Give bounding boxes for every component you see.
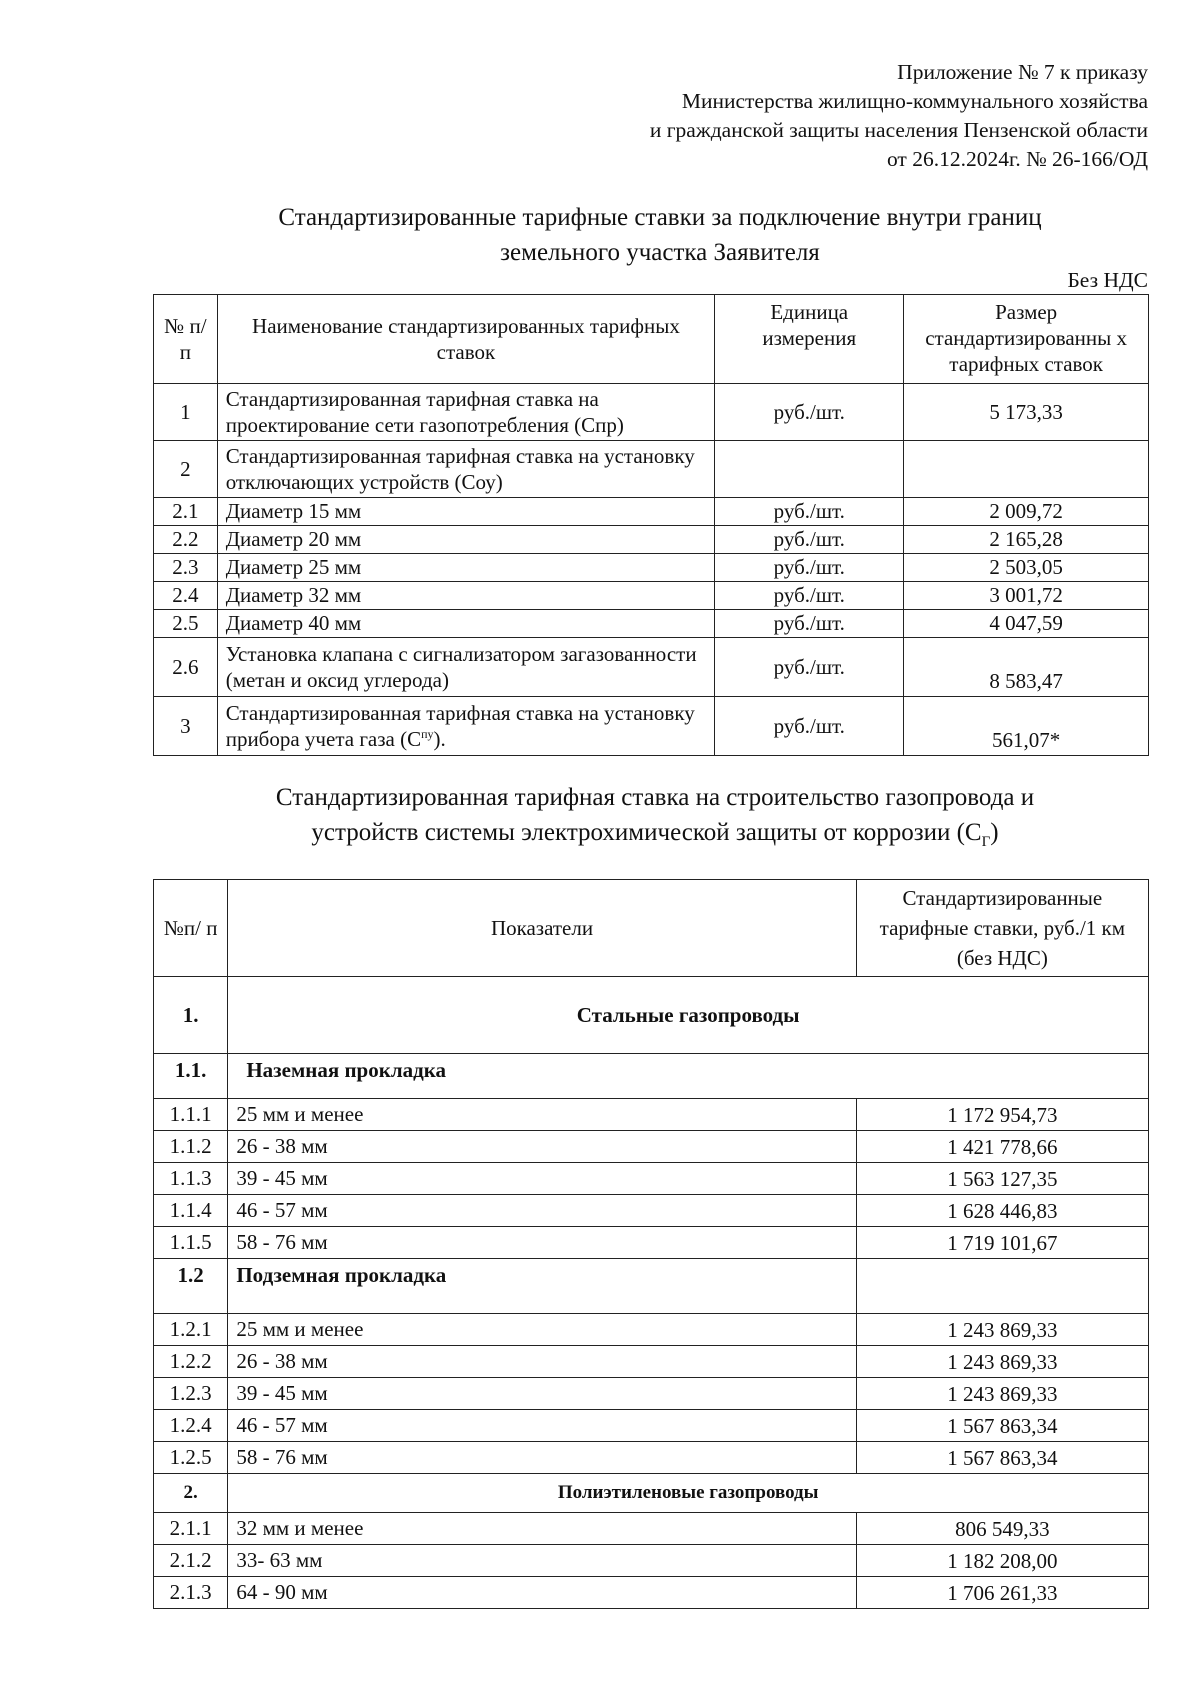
row-value: 1 563 127,35 bbox=[856, 1163, 1148, 1195]
row-value: 1 567 863,34 bbox=[856, 1410, 1148, 1442]
row-name: Диаметр 25 мм bbox=[217, 554, 715, 582]
row-name: 58 - 76 мм bbox=[228, 1442, 856, 1474]
row-num: 2.1.3 bbox=[154, 1577, 228, 1609]
row-num: 1 bbox=[154, 384, 218, 441]
row-name: 39 - 45 мм bbox=[228, 1163, 856, 1195]
row-value: 1 706 261,33 bbox=[856, 1577, 1148, 1609]
row-num: 1.2.5 bbox=[154, 1442, 228, 1474]
table-row bbox=[154, 1099, 1149, 1131]
table2-title-subscript: Г bbox=[981, 834, 991, 850]
row-num: 2.6 bbox=[154, 638, 218, 697]
header-unit: Единица измерения bbox=[715, 295, 904, 384]
row-unit: руб./шт. bbox=[715, 697, 904, 756]
table-row bbox=[154, 1577, 1149, 1609]
table2-title bbox=[110, 780, 1200, 850]
row-name: 32 мм и менее bbox=[228, 1513, 856, 1545]
table-row bbox=[154, 441, 1149, 498]
row-value: 561,07* bbox=[904, 697, 1149, 756]
table-row bbox=[154, 554, 1149, 582]
row-value: 1 182 208,00 bbox=[856, 1545, 1148, 1577]
row-name: Диаметр 40 мм bbox=[217, 610, 715, 638]
row-name: 46 - 57 мм bbox=[228, 1410, 856, 1442]
table-row bbox=[154, 498, 1149, 526]
header-num: №п/ п bbox=[154, 880, 228, 977]
row-name: Установка клапана с сигнализатором загазованности (метан и оксид углерода) bbox=[217, 638, 715, 697]
table-row bbox=[154, 1163, 1149, 1195]
table1-title-line: Стандартизированные тарифные ставки за подключение внутри границ bbox=[278, 204, 1042, 231]
table-row bbox=[154, 582, 1149, 610]
appendix-header bbox=[650, 58, 1148, 174]
subsection-label: Наземная прокладка bbox=[228, 1054, 1149, 1099]
table1-title bbox=[130, 200, 1190, 270]
row-name: Стандартизированная тарифная ставка на проектирование сети газопотребления (Спр) bbox=[217, 384, 715, 441]
table2-title-line: Стандартизированная тарифная ставка на строительство газопровода и bbox=[275, 784, 1035, 811]
appendix-line: и гражданской защиты населения Пензенской области bbox=[649, 118, 1148, 142]
section-label: Стальные газопроводы bbox=[228, 977, 1149, 1054]
row-name-text: Стандартизированная тарифная ставка на установку прибора учета газа (С bbox=[225, 701, 695, 751]
table-row bbox=[154, 1410, 1149, 1442]
row-name: Диаметр 15 мм bbox=[217, 498, 715, 526]
section-num: 1. bbox=[154, 977, 228, 1054]
table-row bbox=[154, 526, 1149, 554]
row-num: 1.1.5 bbox=[154, 1227, 228, 1259]
row-name: 64 - 90 мм bbox=[228, 1577, 856, 1609]
table-row bbox=[154, 1545, 1149, 1577]
row-name: Диаметр 32 мм bbox=[217, 582, 715, 610]
row-value: 5 173,33 bbox=[904, 384, 1149, 441]
table-header-row bbox=[154, 880, 1149, 977]
row-num: 2.3 bbox=[154, 554, 218, 582]
row-value: 1 567 863,34 bbox=[856, 1442, 1148, 1474]
section-row bbox=[154, 977, 1149, 1054]
row-num: 2.4 bbox=[154, 582, 218, 610]
subsection-value-empty bbox=[856, 1259, 1148, 1314]
table2-title-text: устройств системы электрохимической защиты от коррозии (С bbox=[311, 819, 982, 846]
section-num: 2. bbox=[154, 1474, 228, 1513]
row-value: 1 243 869,33 bbox=[856, 1378, 1148, 1410]
row-value: 1 172 954,73 bbox=[856, 1099, 1148, 1131]
header-num: № п/п bbox=[154, 295, 218, 384]
row-unit: руб./шт. bbox=[715, 582, 904, 610]
row-value: 1 421 778,66 bbox=[856, 1131, 1148, 1163]
header-value: Стандартизированные тарифные ставки, руб./1 км (без НДС) bbox=[856, 880, 1148, 977]
row-num: 1.2.1 bbox=[154, 1314, 228, 1346]
row-num: 2.5 bbox=[154, 610, 218, 638]
row-unit: руб./шт. bbox=[715, 526, 904, 554]
subsection-num: 1.1. bbox=[154, 1054, 228, 1099]
row-name: 39 - 45 мм bbox=[228, 1378, 856, 1410]
table2-title-line bbox=[110, 815, 1200, 850]
row-num: 1.1.2 bbox=[154, 1131, 228, 1163]
row-name: Стандартизированная тарифная ставка на установку отключающих устройств (Соу) bbox=[217, 441, 715, 498]
table-row bbox=[154, 1513, 1149, 1545]
row-value: 2 165,28 bbox=[904, 526, 1149, 554]
row-unit: руб./шт. bbox=[715, 554, 904, 582]
appendix-line: от 26.12.2024г. № 26-166/ОД bbox=[886, 147, 1148, 171]
connection-rates-table bbox=[153, 294, 1149, 756]
appendix-line: Приложение № 7 к приказу bbox=[897, 60, 1148, 84]
table2-title-tail: ) bbox=[990, 819, 999, 846]
row-num: 1.2.3 bbox=[154, 1378, 228, 1410]
subsection-row bbox=[154, 1259, 1149, 1314]
table-row bbox=[154, 610, 1149, 638]
table-row bbox=[154, 697, 1149, 756]
row-num: 1.2.2 bbox=[154, 1346, 228, 1378]
row-num: 2.1 bbox=[154, 498, 218, 526]
row-value: 1 243 869,33 bbox=[856, 1346, 1148, 1378]
row-name bbox=[217, 697, 715, 756]
subsection-num: 1.2 bbox=[154, 1259, 228, 1314]
row-num: 2 bbox=[154, 441, 218, 498]
row-value: 2 009,72 bbox=[904, 498, 1149, 526]
row-name: 25 мм и менее bbox=[228, 1314, 856, 1346]
table-row bbox=[154, 1314, 1149, 1346]
table1-title-line: земельного участка Заявителя bbox=[500, 239, 820, 266]
row-unit: руб./шт. bbox=[715, 498, 904, 526]
row-value: 4 047,59 bbox=[904, 610, 1149, 638]
row-unit bbox=[715, 441, 904, 498]
row-value: 1 719 101,67 bbox=[856, 1227, 1148, 1259]
row-num: 1.1.4 bbox=[154, 1195, 228, 1227]
row-num: 2.2 bbox=[154, 526, 218, 554]
row-unit: руб./шт. bbox=[715, 610, 904, 638]
section-label: Полиэтиленовые газопроводы bbox=[228, 1474, 1149, 1513]
row-unit: руб./шт. bbox=[715, 638, 904, 697]
row-value: 3 001,72 bbox=[904, 582, 1149, 610]
row-num: 1.1.3 bbox=[154, 1163, 228, 1195]
row-name: 33- 63 мм bbox=[228, 1545, 856, 1577]
table-row bbox=[154, 1227, 1149, 1259]
table-header-row bbox=[154, 295, 1149, 384]
row-value: 1 243 869,33 bbox=[856, 1314, 1148, 1346]
vat-note: Без НДС bbox=[1067, 268, 1148, 292]
row-name: 46 - 57 мм bbox=[228, 1195, 856, 1227]
row-num: 2.1.2 bbox=[154, 1545, 228, 1577]
row-value bbox=[904, 441, 1149, 498]
header-name: Наименование стандартизированных тарифных ставок bbox=[217, 295, 715, 384]
appendix-line: Министерства жилищно-коммунального хозяйства bbox=[681, 89, 1148, 113]
section-row bbox=[154, 1474, 1149, 1513]
subsection-label: Подземная прокладка bbox=[228, 1259, 856, 1314]
subsection-row bbox=[154, 1054, 1149, 1099]
row-value: 806 549,33 bbox=[856, 1513, 1148, 1545]
table-row bbox=[154, 1195, 1149, 1227]
row-num: 2.1.1 bbox=[154, 1513, 228, 1545]
row-value: 1 628 446,83 bbox=[856, 1195, 1148, 1227]
pipeline-rates-table bbox=[153, 879, 1149, 1609]
row-num: 3 bbox=[154, 697, 218, 756]
table-row bbox=[154, 1346, 1149, 1378]
table-row bbox=[154, 384, 1149, 441]
table-row bbox=[154, 1378, 1149, 1410]
row-value: 8 583,47 bbox=[904, 638, 1149, 697]
row-unit: руб./шт. bbox=[715, 384, 904, 441]
table-row bbox=[154, 638, 1149, 697]
table-row bbox=[154, 1131, 1149, 1163]
row-value: 2 503,05 bbox=[904, 554, 1149, 582]
row-name: 25 мм и менее bbox=[228, 1099, 856, 1131]
row-name: 26 - 38 мм bbox=[228, 1346, 856, 1378]
row-name-tail: ). bbox=[433, 727, 446, 751]
table-row bbox=[154, 1442, 1149, 1474]
row-num: 1.1.1 bbox=[154, 1099, 228, 1131]
header-value: Размер стандартизированны х тарифных ставок bbox=[904, 295, 1149, 384]
row-name-superscript: пу bbox=[421, 727, 434, 741]
header-name: Показатели bbox=[228, 880, 856, 977]
row-name: 26 - 38 мм bbox=[228, 1131, 856, 1163]
row-name: 58 - 76 мм bbox=[228, 1227, 856, 1259]
row-num: 1.2.4 bbox=[154, 1410, 228, 1442]
row-name: Диаметр 20 мм bbox=[217, 526, 715, 554]
